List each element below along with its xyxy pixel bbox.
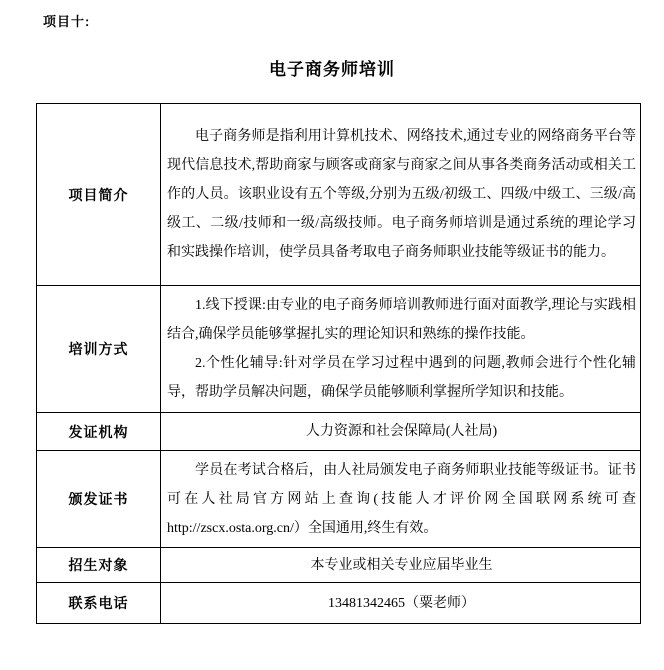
row-label-issuing-authority: 发证机构 — [37, 413, 161, 451]
row-label-certificate: 颁发证书 — [37, 451, 161, 548]
project-number-label: 项目十: — [43, 14, 91, 29]
row-content-training-method — [161, 286, 641, 413]
table-row-enrollment-target — [37, 548, 641, 583]
row-label-contact-phone: 联系电话 — [37, 583, 161, 624]
row-content-project-intro — [161, 104, 641, 286]
row-label-training-method: 培训方式 — [37, 286, 161, 413]
paragraph: 13481342465（粟老师） — [328, 595, 475, 611]
row-label-project-intro: 项目简介 — [37, 104, 161, 286]
paragraph: 学员在考试合格后，由人社局颁发电子商务师职业技能等级证书。证书可在人社局官方网站上查询(技能人才评价网全国联网系统可查http://zscx.osta.org.cn/）全国通用,终生有效。 — [167, 462, 636, 536]
paragraph: 1.线下授课:由专业的电子商务师培训教师进行面对面教学,理论与实践相结合,确保学员能够掌握扎实的理论知识和熟练的操作技能。 — [167, 298, 636, 342]
row-content-certificate — [161, 451, 641, 548]
training-info-table — [36, 103, 641, 624]
paragraph: 电子商务师是指利用计算机技术、网络技术,通过专业的网络商务平台等现代信息技术,帮助商家与顾客或商家与商家之间从事各类商务活动或相关工作的人员。该职业设有五个等级,分别为五级/初级工、四级/中级工、三级/高级工、二级/技师和一级/高级技师。电子商务师培训是通过系统的理论学习和实践操作培训，使学员具备考取电子商务师职业技能等级证书的能力。 — [167, 129, 636, 260]
document-title: 电子商务师培训 — [269, 60, 395, 79]
table-row-training-method — [37, 286, 641, 413]
row-content-enrollment-target — [161, 548, 641, 583]
table-row-contact-phone — [37, 583, 641, 624]
row-content-contact-phone — [161, 583, 641, 624]
table-row-certificate — [37, 451, 641, 548]
paragraph: 人力资源和社会保障局(人社局) — [305, 424, 498, 439]
table-row-issuing-authority — [37, 413, 641, 451]
paragraph: 2.个性化辅导:针对学员在学习过程中遇到的问题,教师会进行个性化辅导，帮助学员解决问题，确保学员能够顺利掌握所学知识和技能。 — [167, 356, 636, 400]
row-label-enrollment-target: 招生对象 — [37, 548, 161, 583]
row-content-issuing-authority — [161, 413, 641, 451]
table-row-project-intro — [37, 104, 641, 286]
paragraph: 本专业或相关专业应届毕业生 — [310, 557, 493, 573]
